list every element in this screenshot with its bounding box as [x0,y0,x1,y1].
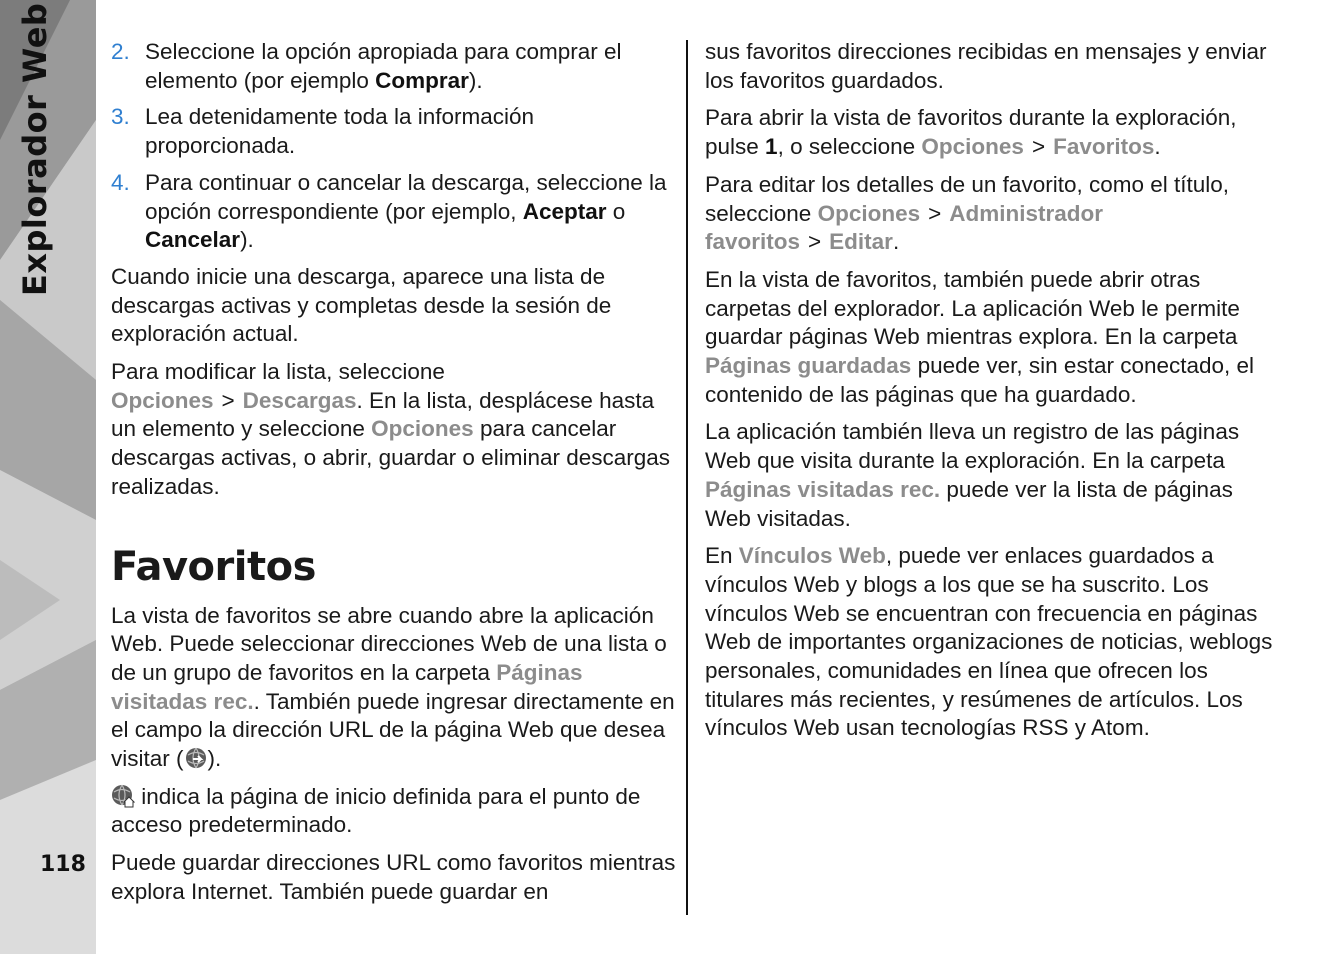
step-text: Seleccione la opción apropiada para comprar el elemento (por ejemplo [145,39,622,93]
text: , o seleccione [777,134,922,160]
folder-name: Páginas visitadas rec. [111,659,583,714]
menu-option-opciones: Opciones [371,416,474,442]
menu-separator: > [221,387,235,413]
text: puede ver, sin estar conectado, el contenido de las páginas que ha guardado. [705,353,1255,407]
text: . [1154,134,1161,160]
text: . [892,229,900,255]
paragraph [705,418,1273,533]
paragraph [111,783,676,840]
text: Para abrir la vista de favoritos durante la exploración, pulse [705,105,1237,160]
step-number: 2. [111,39,130,64]
folder-name: Páginas visitadas rec. [705,476,941,502]
left-column [111,38,676,916]
step-text: Lea detenidamente toda la información proporcionada. [145,104,535,159]
key-label: 1 [765,134,778,160]
section-heading: Favoritos [111,543,316,590]
text: puede ver la lista de páginas Web visitadas. [705,476,1233,531]
paragraph [705,542,1273,743]
page-number: 118 [40,852,86,877]
text: Para modificar la lista, seleccione [111,359,445,385]
text: ). [207,746,222,772]
paragraph: Puede guardar direcciones URL como favoritos mientras explora Internet. También puede guardar en [111,850,676,904]
step-number: 3. [111,104,130,130]
paragraph [705,104,1273,161]
text: . En la lista, desplácese hasta un elemento y seleccione [111,387,655,442]
section-title: Explorador Web [16,2,54,296]
menu-option-administrador: Administrador favoritos [705,200,1104,255]
text: La aplicación también lleva un registro de las páginas Web que visita durante la exploración. En la carpeta [705,419,1240,474]
menu-separator: > [1031,134,1046,160]
bold-term: Comprar [375,67,469,93]
paragraph [111,602,676,774]
bold-term: Aceptar [522,198,607,224]
bold-term: Cancelar [145,227,241,253]
step-text: Para continuar o cancelar la descarga, seleccione la opción correspondiente (por ejemplo, [145,169,667,224]
menu-option-opciones: Opciones [817,200,921,226]
list-item [111,38,676,95]
menu-separator: > [808,229,822,255]
text: indica la página de inicio definida para el punto de acceso predeterminado. [111,783,641,838]
list-item [111,169,676,255]
menu-option-opciones: Opciones [111,387,214,413]
text: para cancelar descargas activas, o abrir, guardar o eliminar descargas realizadas. [111,416,671,499]
list-item [111,103,676,160]
text: En la vista de favoritos, también puede abrir otras carpetas del explorador. La aplicación Web le permite guardar páginas Web mientras explora. En la carpeta [705,266,1240,350]
right-column [705,38,1273,752]
folder-name: Páginas guardadas [705,353,912,379]
menu-option-descargas: Descargas [242,387,357,413]
step-list [111,38,676,255]
menu-option-editar: Editar [829,229,893,255]
paragraph [705,171,1273,257]
menu-option-favoritos: Favoritos [1053,134,1155,160]
menu-option-opciones: Opciones [921,134,1024,160]
paragraph [705,266,1273,410]
step-text: ). [468,67,483,93]
globe-home-icon [111,784,135,808]
step-text: ). [240,227,254,253]
paragraph [111,358,676,502]
step-text: o [606,198,626,224]
paragraph: sus favoritos direcciones recibidas en mensajes y enviar los favoritos guardados. [705,39,1267,93]
menu-separator: > [928,200,942,226]
sidebar [0,0,96,954]
column-divider [686,40,688,915]
text: En [705,543,739,569]
text: Para editar los detalles de un favorito, como el título, seleccione [705,171,1230,226]
paragraph: Cuando inicie una descarga, aparece una lista de descargas activas y completas desde la sesión de exploración actual. [111,263,612,347]
globe-arrow-icon [184,746,208,770]
text: La vista de favoritos se abre cuando abre la aplicación Web. Puede seleccionar direcciones Web de una lista o de un grupo de favoritos en la carpeta [111,602,667,685]
step-number: 4. [111,169,130,195]
text: , puede ver enlaces guardados a vínculos Web y blogs a los que se ha suscrito. Los vínculos Web se encuentran con frecuencia en páginas Web de importantes organizaciones de noticias, weblogs personales, comunidades en línea que ofrecen los titulares más recientes, y resúmenes de artículos. Los vínculos Web usan tecnologías RSS y Atom. [705,543,1273,741]
text: . También puede ingresar directamente en el campo la dirección URL de la página Web que desea visitar ( [111,688,675,772]
folder-name: Vínculos Web [738,543,886,569]
